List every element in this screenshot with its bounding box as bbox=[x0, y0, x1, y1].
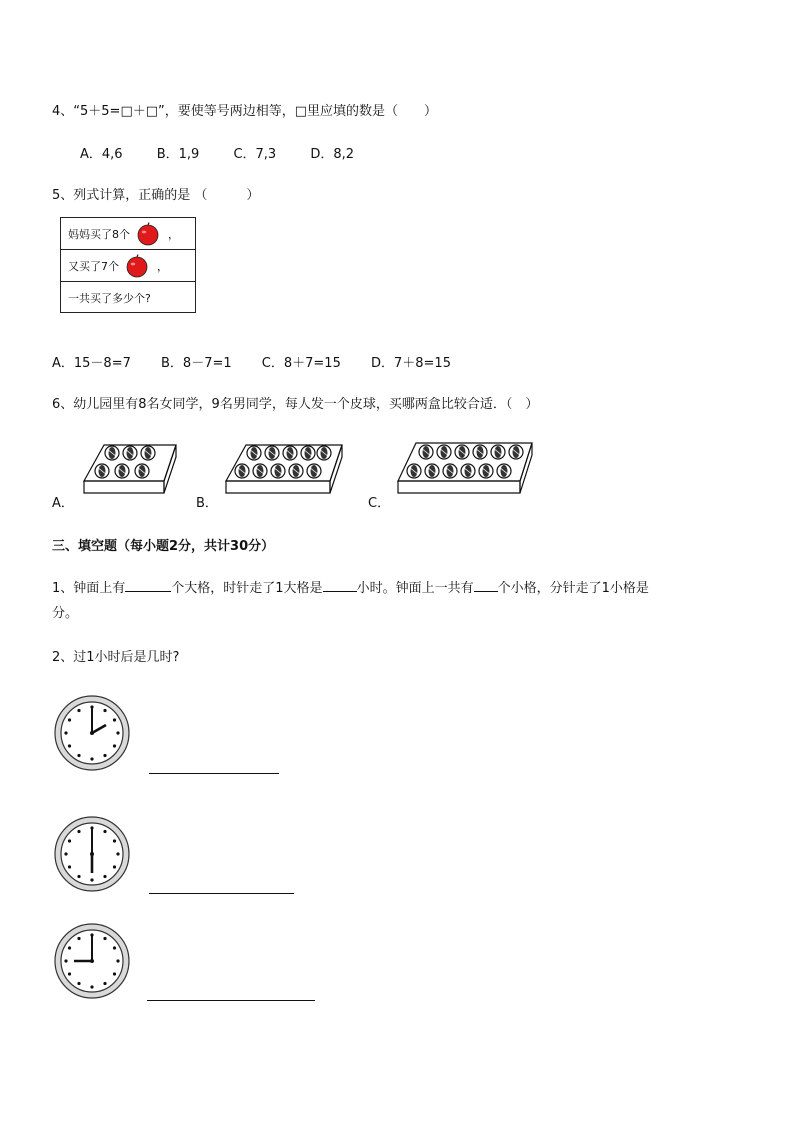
ball-box-b[interactable] bbox=[216, 437, 346, 503]
apple-icon bbox=[125, 254, 149, 278]
option-a-label[interactable]: A． bbox=[52, 496, 74, 511]
option-b[interactable]: B．8－7=1 bbox=[161, 356, 232, 371]
option-a[interactable]: A．4,6 bbox=[80, 147, 123, 162]
fill-1-part-3: 小时。钟面上一共有 bbox=[356, 581, 474, 596]
option-c[interactable]: C．7,3 bbox=[233, 147, 277, 162]
comma: ， bbox=[168, 227, 179, 241]
question-5-options bbox=[52, 352, 477, 371]
answer-line-1[interactable] bbox=[149, 773, 279, 774]
option-c[interactable]: C．8＋7=15 bbox=[261, 356, 341, 371]
option-d[interactable]: D．7＋8=15 bbox=[370, 356, 451, 371]
apple-row-1 bbox=[61, 218, 195, 250]
question-4: 4、“5＋5=□＋□”，要使等号两边相等，□里应填的数是（ ） bbox=[52, 104, 438, 119]
fill-1-part-2: 个大格，时针走了1大格是 bbox=[171, 581, 323, 596]
row-2-text: 又买了7个 bbox=[68, 259, 119, 273]
apple-icon bbox=[136, 222, 160, 246]
section-3-title: 三、填空题（每小题2分，共计30分） bbox=[52, 539, 275, 554]
option-b-label[interactable]: B． bbox=[196, 496, 218, 511]
clock-icon bbox=[53, 694, 131, 772]
question-4-options bbox=[80, 143, 384, 162]
fill-question-1 bbox=[52, 577, 649, 596]
option-a[interactable]: A．15－8=7 bbox=[52, 356, 131, 371]
apple-table bbox=[60, 217, 196, 313]
answer-line-2[interactable] bbox=[149, 893, 294, 894]
ball-box-c[interactable] bbox=[392, 437, 540, 503]
clock-icon bbox=[53, 922, 131, 1000]
answer-line-3[interactable] bbox=[147, 1000, 315, 1001]
ball-box-a[interactable] bbox=[80, 437, 180, 503]
fill-1-part-1: 1、钟面上有 bbox=[52, 581, 126, 596]
option-b[interactable]: B．1,9 bbox=[156, 147, 200, 162]
fill-question-2: 2、过1小时后是几时? bbox=[52, 650, 180, 665]
row-3-text: 一共买了多少个? bbox=[68, 292, 151, 305]
question-5: 5、列式计算，正确的是 （ ） bbox=[52, 188, 260, 203]
option-d[interactable]: D．8,2 bbox=[310, 147, 355, 162]
question-6: 6、幼儿园里有8名女同学，9名男同学，每人发一个皮球，买哪两盒比较合适．（ ） bbox=[52, 397, 539, 412]
answer-blank-1[interactable] bbox=[125, 579, 171, 592]
clock-icon bbox=[53, 815, 131, 893]
answer-blank-3[interactable] bbox=[474, 579, 498, 592]
fill-question-1-end: 分。 bbox=[52, 606, 79, 621]
row-1-text: 妈妈买了8个 bbox=[68, 227, 130, 241]
fill-1-part-4: 个小格，分针走了1小格是 bbox=[497, 581, 649, 596]
apple-row-2 bbox=[61, 250, 195, 282]
option-c-label[interactable]: C． bbox=[368, 496, 391, 511]
answer-blank-2[interactable] bbox=[323, 579, 357, 592]
apple-row-3 bbox=[61, 282, 195, 314]
comma: ， bbox=[157, 259, 168, 273]
